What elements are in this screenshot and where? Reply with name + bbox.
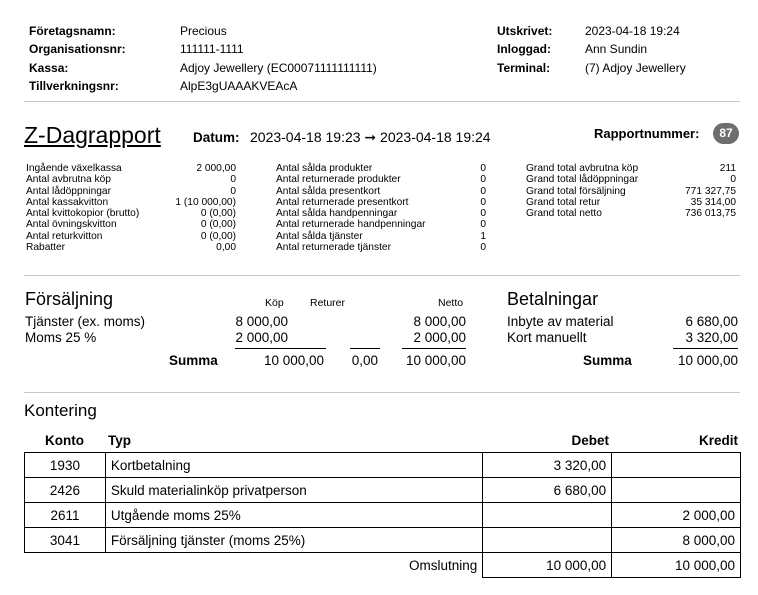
register-label: Kassa: bbox=[29, 61, 69, 75]
payments-title: Betalningar bbox=[507, 289, 599, 309]
stat-row bbox=[276, 208, 486, 219]
kredit-cell: 8 000,00 bbox=[612, 528, 741, 553]
date-range: 2023-04-18 19:23 ➞ 2023-04-18 19:24 bbox=[250, 129, 491, 145]
terminal-value: (7) Adjoy Jewellery bbox=[585, 61, 686, 75]
typ-cell: Kortbetalning bbox=[105, 453, 482, 478]
table-row bbox=[25, 503, 741, 528]
sales-row-netto: 2 000,00 bbox=[413, 330, 466, 345]
stat-value: 0 bbox=[480, 208, 486, 220]
total-debet: 10 000,00 bbox=[483, 553, 612, 578]
stat-label: Antal sålda handpenningar bbox=[276, 208, 398, 220]
manufacturing-number-value: AlpE3gUAAAKVEAcA bbox=[180, 79, 298, 93]
stat-row bbox=[26, 197, 236, 208]
stat-label: Ingående växelkassa bbox=[26, 163, 122, 174]
sales-row-netto: 8 000,00 bbox=[413, 314, 466, 329]
stat-value: 0 bbox=[230, 185, 236, 197]
stat-row bbox=[26, 186, 236, 197]
kredit-cell: 2 000,00 bbox=[612, 503, 741, 528]
payment-row-label: Inbyte av material bbox=[507, 314, 614, 329]
total-row bbox=[25, 553, 741, 578]
kredit-cell bbox=[612, 453, 741, 478]
logged-in-value: Ann Sundin bbox=[585, 42, 648, 56]
konto-cell: 3041 bbox=[25, 528, 106, 553]
stat-row bbox=[26, 242, 236, 253]
sales-sum-netto: 10 000,00 bbox=[405, 353, 466, 368]
stat-value: 0 bbox=[480, 242, 486, 254]
stat-row bbox=[26, 219, 236, 230]
table-row bbox=[25, 478, 741, 503]
stat-label: Antal returnerade handpenningar bbox=[276, 219, 426, 231]
stat-label: Antal returkvitton bbox=[26, 230, 103, 242]
stat-row bbox=[276, 163, 486, 174]
konto-cell: 1930 bbox=[25, 453, 106, 478]
stat-label: Grand total retur bbox=[526, 196, 601, 208]
typ-cell: Skuld materialinköp privatperson bbox=[105, 478, 482, 503]
sales-row-label: Tjänster (ex. moms) bbox=[25, 314, 146, 329]
manufacturing-number-label: Tillverkningsnr: bbox=[29, 79, 119, 93]
stat-label: Antal returnerade presentkort bbox=[276, 196, 409, 208]
divider bbox=[24, 101, 740, 102]
terminal-label: Terminal: bbox=[497, 61, 551, 75]
stat-value: 736 013,75 bbox=[685, 208, 736, 220]
stat-label: Rabatter bbox=[26, 242, 66, 254]
stat-value: 1 (10 000,00) bbox=[175, 196, 236, 208]
sum-underline bbox=[402, 348, 466, 349]
stat-row bbox=[276, 231, 486, 242]
stat-row bbox=[276, 242, 486, 253]
divider bbox=[24, 275, 740, 276]
payments-sum-label: Summa bbox=[583, 353, 632, 368]
sales-col-returer: Returer bbox=[310, 297, 346, 309]
stat-label: Antal kvittokopior (brutto) bbox=[26, 208, 140, 220]
sales-row-kop: 8 000,00 bbox=[235, 314, 288, 329]
sum-underline bbox=[673, 348, 738, 349]
stat-label: Antal sålda presentkort bbox=[276, 185, 381, 197]
stat-label: Antal kassakvitton bbox=[26, 196, 109, 208]
stat-label: Antal lådöppningar bbox=[26, 185, 111, 197]
date-label: Datum: bbox=[193, 130, 240, 145]
typ-cell: Utgående moms 25% bbox=[105, 503, 482, 528]
report-title: Z-Dagrapport bbox=[24, 122, 161, 148]
total-label: Omslutning bbox=[105, 553, 482, 578]
payment-row-label: Kort manuellt bbox=[507, 330, 587, 345]
kontering-table bbox=[24, 452, 741, 578]
report-number-badge: 87 bbox=[713, 123, 739, 144]
company-name-value: Precious bbox=[180, 24, 227, 38]
sum-underline bbox=[235, 348, 326, 349]
stat-value: 0 bbox=[230, 174, 236, 186]
sales-row-label: Moms 25 % bbox=[25, 330, 97, 345]
sales-sum-label: Summa bbox=[169, 353, 218, 368]
stat-value: 211 bbox=[719, 163, 736, 174]
stat-value: 35 314,00 bbox=[690, 196, 736, 208]
logged-in-label: Inloggad: bbox=[497, 42, 551, 56]
debet-cell bbox=[483, 503, 612, 528]
printed-label: Utskrivet: bbox=[497, 24, 553, 38]
stat-row bbox=[276, 186, 486, 197]
stat-value: 0 bbox=[480, 174, 486, 186]
sales-title: Försäljning bbox=[25, 289, 114, 309]
stat-value: 0 bbox=[730, 174, 736, 186]
stat-label: Grand total försäljning bbox=[526, 185, 626, 197]
company-name-label: Företagsnamn: bbox=[29, 24, 116, 38]
stats-column-2 bbox=[276, 163, 486, 253]
stat-row bbox=[276, 219, 486, 230]
payment-row-value: 6 680,00 bbox=[685, 314, 738, 329]
table-row bbox=[25, 528, 741, 553]
sales-col-netto: Netto bbox=[438, 297, 464, 309]
debet-cell: 6 680,00 bbox=[483, 478, 612, 503]
kontering-header-typ: Typ bbox=[108, 433, 131, 448]
stat-row bbox=[526, 186, 736, 197]
konto-cell: 2426 bbox=[25, 478, 106, 503]
stat-label: Antal sålda tjänster bbox=[276, 230, 363, 242]
kontering-header-kredit: Kredit bbox=[698, 433, 738, 448]
total-kredit: 10 000,00 bbox=[612, 553, 741, 578]
stat-row bbox=[526, 197, 736, 208]
stat-label: Antal övningskvitton bbox=[26, 219, 117, 231]
org-number-label: Organisationsnr: bbox=[29, 42, 126, 56]
kontering-header-debet: Debet bbox=[571, 433, 609, 448]
printed-value: 2023-04-18 19:24 bbox=[585, 24, 680, 38]
report-number-label: Rapportnummer: bbox=[594, 126, 700, 141]
stat-row bbox=[276, 174, 486, 185]
debet-cell: 3 320,00 bbox=[483, 453, 612, 478]
stat-row bbox=[26, 174, 236, 185]
stat-value: 0,00 bbox=[216, 242, 236, 254]
stat-label: Antal sålda produkter bbox=[276, 163, 373, 174]
stat-value: 0 (0,00) bbox=[200, 208, 236, 220]
stat-value: 0 bbox=[480, 163, 486, 174]
stat-label: Antal returnerade produkter bbox=[276, 174, 401, 186]
stat-row bbox=[26, 163, 236, 174]
kontering-title: Kontering bbox=[24, 401, 97, 420]
stat-value: 771 327,75 bbox=[685, 185, 736, 197]
sales-sum-kop: 10 000,00 bbox=[263, 353, 324, 368]
divider bbox=[24, 392, 740, 393]
stat-value: 1 bbox=[480, 230, 486, 242]
stat-row bbox=[26, 208, 236, 219]
stat-value: 0 bbox=[480, 185, 486, 197]
sales-sum-returer: 0,00 bbox=[351, 353, 378, 368]
table-row bbox=[25, 453, 741, 478]
payment-row-value: 3 320,00 bbox=[685, 330, 738, 345]
stat-value: 0 bbox=[480, 219, 486, 231]
konto-cell: 2611 bbox=[25, 503, 106, 528]
typ-cell: Försäljning tjänster (moms 25%) bbox=[105, 528, 482, 553]
stats-column-3 bbox=[526, 163, 736, 219]
stat-value: 0 (0,00) bbox=[200, 219, 236, 231]
kontering-header-konto: Konto bbox=[45, 433, 84, 448]
stat-value: 2 000,00 bbox=[196, 163, 236, 174]
stat-label: Grand total lådöppningar bbox=[526, 174, 639, 186]
sales-row-kop: 2 000,00 bbox=[235, 330, 288, 345]
stat-value: 0 (0,00) bbox=[200, 230, 236, 242]
stat-label: Antal returnerade tjänster bbox=[276, 242, 391, 254]
kredit-cell bbox=[612, 478, 741, 503]
sales-col-kop: Köp bbox=[265, 297, 284, 309]
register-value: Adjoy Jewellery (EC00071111111111) bbox=[180, 61, 377, 75]
sum-underline bbox=[350, 348, 380, 349]
payments-sum-value: 10 000,00 bbox=[677, 353, 738, 368]
debet-cell bbox=[483, 528, 612, 553]
stat-row bbox=[526, 208, 736, 219]
stat-row bbox=[26, 231, 236, 242]
stat-label: Grand total avbrutna köp bbox=[526, 163, 639, 174]
stat-row bbox=[276, 197, 486, 208]
stat-label: Grand total netto bbox=[526, 208, 602, 220]
stat-label: Antal avbrutna köp bbox=[26, 174, 111, 186]
org-number-value: 111111-1111 bbox=[180, 42, 244, 56]
stat-row bbox=[526, 163, 736, 174]
stats-column-1 bbox=[26, 163, 236, 253]
stat-row bbox=[526, 174, 736, 185]
stat-value: 0 bbox=[480, 196, 486, 208]
